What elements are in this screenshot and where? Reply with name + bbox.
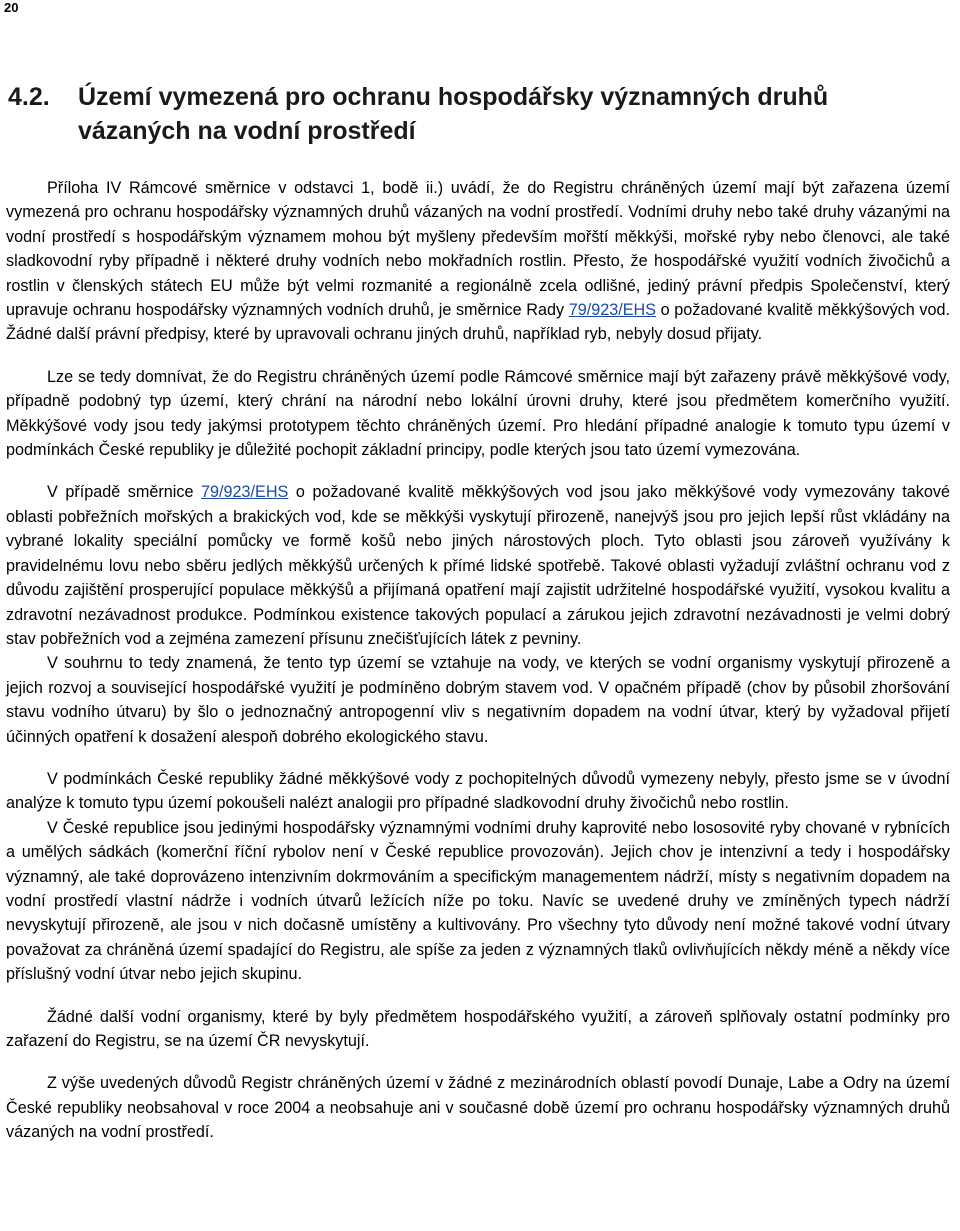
- paragraph-5: V podmínkách České republiky žádné měkkýšové vody z pochopitelných důvodů vymezeny nebyly, přesto jsme se v úvodní analýze k tomuto typu území pokoušeli nalézt analogii pro případné sladkovodní druhy živočichů nebo rostlin.: [6, 769, 950, 813]
- paragraph-3-text-b: o požadované kvalitě měkkýšových vod jsou jako měkkýšové vody vymezovány takové oblasti pobřežních mořských a brakických vod, kde se měkkýši vyskytují přirozeně, nanejvýš jsou pro jejich lepší růst vkládány na vybrané lokality speciální pomůcky ve formě košů nebo jiných nárostových ploch. Tyto oblasti jsou zároveň využívány k pravidelnému lovu nebo sběru jedlých měkkýšů určených k přímé lidské spotřebě. Takové oblasti vyžadují zvláštní ochranu vod z důvodu zajištění prosperující populace měkkýšů a přijímaná opatření mají zajistit udržitelné hospodářské využití, vysokou kvalitu a zdravotní nezávadnost produkce. Podmínkou existence takových populací a zárukou jejich zdravotní nezávadnosti je velmi dobrý stav pobřežních vod a zejména zamezení přísunu znečišťujících látek z pevniny.: [6, 483, 950, 648]
- section-title-line2: vázaných na vodní prostředí: [78, 117, 416, 145]
- paragraph-2: Lze se tedy domnívat, že do Registru chráněných území podle Rámcové směrnice mají být zařazeny právě měkkýšové vody, případně podobný typ území, který chrání na národní nebo lokální úrovni druhy, které jsou předmětem komerčního využití. Měkkýšové vody jsou tedy jakýmsi prototypem těchto chráněných území. Pro hledání případné analogie k tomuto typu území v podmínkách České republiky je důležité pochopit základní principy, podle kterých jsou tato území vymezována.: [6, 367, 950, 460]
- paragraph-3: [6, 480, 950, 651]
- document-body: [6, 176, 950, 1145]
- paragraph-1-text-a: Příloha IV Rámcové směrnice v odstavci 1, bodě ii.) uvádí, že do Registru chráněných území mají být zařazena území vymezená pro ochranu hospodářsky významných druhů vázaných na vodní prostředí. Vodními druhy nebo také druhy vázanými na vodní prostředí s hospodářským významem mohou být myšleny především mořští měkkýši, mořské ryby nebo členovci, ale také sladkovodní ryby případně i některé druhy vodních nebo mokřadních rostlin. Přesto, že hospodářské využití vodních živočichů a rostlin v členských státech EU může být velmi rozmanité a regionálně zcela odlišné, jediný právní předpis Společenství, který upravuje ochranu hospodářsky významných vodních druhů, je směrnice Rady: [6, 179, 950, 320]
- section-number: 4.2.: [8, 83, 50, 111]
- section-heading: [8, 80, 948, 148]
- paragraph-1-text-b: o požadované kvalitě měkkýšových vod. Žádné další právní předpisy, které by upravovali ochranu jiných druhů, například ryb, nebyly dosud přijaty.: [6, 301, 951, 344]
- section-title-line1: Území vymezená pro ochranu hospodářsky významných druhů: [78, 83, 829, 111]
- paragraph-8: Z výše uvedených důvodů Registr chráněných území v žádné z mezinárodních oblastí povodí Dunaje, Labe a Odry na území České republiky neobsahoval v roce 2004 a neobsahuje ani v současné době území pro ochranu hospodářsky významných druhů vázaných na vodní prostředí.: [6, 1074, 950, 1142]
- paragraph-4: V souhrnu to tedy znamená, že tento typ území se vztahuje na vody, ve kterých se vodní organismy vyskytují přirozeně a jejich rozvoj a související hospodářské využití je podmíněno dobrým stavem vod. V opačném případě (chov by působil zhoršování stavu vodního útvaru) by šlo o jednoznačný antropogenní vliv s negativním dopadem na vodní útvar, který by vyžadoval přijetí účinných opatření k dosažení alespoň dobrého ekologického stavu.: [6, 654, 950, 746]
- directive-link[interactable]: 79/923/EHS: [201, 483, 289, 502]
- paragraph-1: [6, 176, 950, 347]
- paragraph-7: Žádné další vodní organismy, které by byly předmětem hospodářského využití, a zároveň splňovaly ostatní podmínky pro zařazení do Registru, se na území ČR nevyskytují.: [6, 1007, 950, 1050]
- paragraph-6: V České republice jsou jedinými hospodářsky významnými vodními druhy kaprovité nebo lososovité ryby chované v rybnících a umělých sádkách (komerční říční rybolov není v České republice provozován). Jejich chov je intenzivní a tedy i hospodářsky významný, ale také doprovázeno intenzivním dokrmováním a specifickým managementem nádrží, místy s negativním dopadem na vodní prostředí vlastní nádrže i vodních útvarů ležících níže po toku. Navíc se uvedené druhy ve zmíněných typech nádrží nevyskytují přirozeně, ale jsou v nich dočasně umístěny a kultivovány. Pro všechny tyto důvody není možné takové vodní útvary považovat za chráněná území spadající do Registru, ale spíše za jeden z významných tlaků ovlivňujících někdy méně a někdy více příslušný vodní útvar nebo jejich skupinu.: [6, 818, 950, 984]
- directive-link[interactable]: 79/923/EHS: [568, 301, 656, 320]
- page-number: 20: [4, 0, 19, 15]
- paragraph-3-text-a: V případě směrnice: [47, 483, 202, 502]
